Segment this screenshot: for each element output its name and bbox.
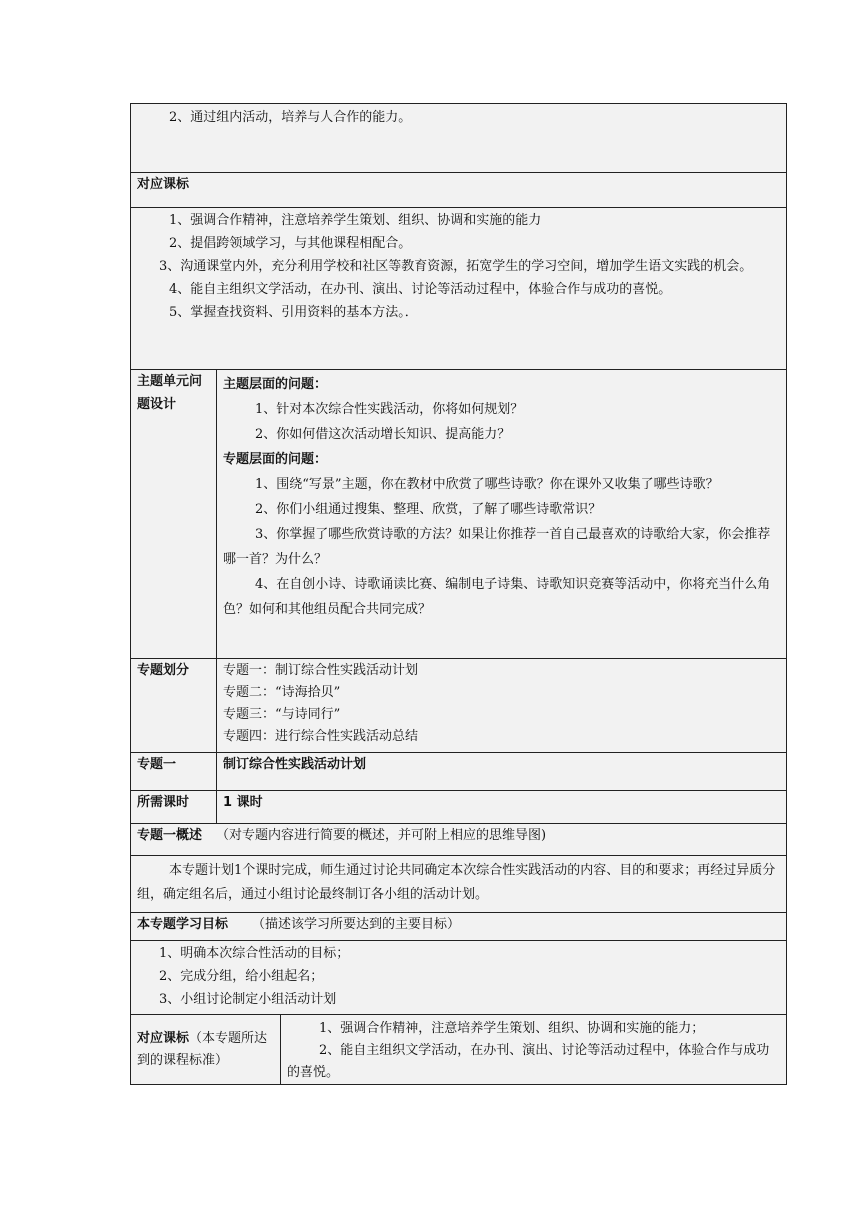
theme-item: 1、针对本次综合性实践活动，你将如何规划？ <box>255 402 524 417</box>
overview-body <box>131 856 787 913</box>
top-row <box>131 104 787 173</box>
standards-item: 5、掌握查找资料、引用资料的基本方法。． <box>169 305 418 320</box>
overview-note: （对专题内容进行简要的概述，并可附上相应的思维导图) <box>216 828 547 843</box>
standards-body <box>131 208 787 370</box>
topic-standards-label-note: （本专题所达到的课程标准） <box>137 1030 268 1068</box>
topic-division-item: 专题一：制订综合性实践活动计划 <box>223 663 419 678</box>
top-row-cell <box>131 104 787 173</box>
topic-one-value: 制订综合性实践活动计划 <box>217 753 787 791</box>
goal-item: 1、明确本次综合性活动的目标； <box>159 946 350 961</box>
goals-label: 本专题学习目标 <box>137 917 229 932</box>
goals-header-row <box>131 913 787 941</box>
overview-body-row <box>131 856 787 913</box>
theme-item: 2、你如何借这次活动增长知识、提高能力？ <box>255 427 511 442</box>
goals-note: （描述该学习所要达到的主要目标） <box>252 917 461 932</box>
standards-body-row <box>131 208 787 370</box>
standards-item: 3、沟通课堂内外，充分利用学校和社区等教育资源，拓宽学生的学习空间，增加学生语文实践的机会。 <box>159 259 753 274</box>
overview-label: 专题一概述 <box>137 828 203 843</box>
overview-header-row <box>131 824 787 856</box>
hours-row <box>131 791 787 824</box>
topic-item: 1、围绕“写景”主题，你在教材中欣赏了哪些诗歌？你在课外又收集了哪些诗歌？ <box>255 477 719 492</box>
document-page <box>130 103 786 1085</box>
goals-header <box>131 913 787 941</box>
topic-division-item: 专题四：进行综合性实践活动总结 <box>223 729 419 744</box>
topic-division-label: 专题划分 <box>131 659 217 753</box>
unit-questions-body <box>217 370 787 659</box>
standards-item: 1、强调合作精神，注意培养学生策划、组织、协调和实施的能力 <box>169 213 542 228</box>
hours-value: 1 课时 <box>217 791 787 824</box>
topic-item: 4、在自创小诗、诗歌诵读比赛、编制电子诗集、诗歌知识竞赛等活动中，你将充当什么角色？如何和其他组员配合共同完成？ <box>223 577 771 617</box>
goal-item: 2、完成分组，给小组起名； <box>159 969 324 984</box>
topic-division-body <box>217 659 787 753</box>
lesson-plan-table <box>130 103 787 1085</box>
topic-standards-item: 1、强调合作精神，注意培养学生策划、组织、协调和实施的能力； <box>319 1021 705 1036</box>
topic-item: 3、你掌握了哪些欣赏诗歌的方法？如果让你推荐一首自己最喜欢的诗歌给大家，你会推荐哪一首？为什么？ <box>223 527 771 567</box>
standards-item: 4、能自主组织文学活动，在办刊、演出、讨论等活动过程中，体验合作与成功的喜悦。 <box>169 282 672 297</box>
unit-questions-row <box>131 370 787 659</box>
topic-division-row <box>131 659 787 753</box>
topic-standards-body <box>281 1015 787 1085</box>
topic-standards-row <box>131 1015 787 1085</box>
topic-standards-item: 2、能自主组织文学活动，在办刊、演出、讨论等活动过程中，体验合作与成功的喜悦。 <box>287 1043 770 1080</box>
topic-one-label: 专题一 <box>131 753 217 791</box>
standards-item: 2、提倡跨领域学习，与其他课程相配合。 <box>169 236 412 251</box>
topic-standards-label: 对应课标 <box>137 1030 190 1046</box>
overview-header <box>131 824 787 856</box>
topic-standards-label-cell <box>131 1015 281 1085</box>
goals-body-row <box>131 941 787 1015</box>
goal-item: 3、小组讨论制定小组活动计划 <box>159 992 337 1007</box>
topic-heading: 专题层面的问题： <box>223 452 328 467</box>
unit-questions-label: 主题单元问题设计 <box>131 370 217 659</box>
top-row-text: 2、通过组内活动，培养与人合作的能力。 <box>169 110 412 125</box>
goals-body <box>131 941 787 1015</box>
theme-heading: 主题层面的问题： <box>223 377 328 392</box>
overview-text: 本专题计划1个课时完成，师生通过讨论共同确定本次综合性实践活动的内容、目的和要求；再经过异质分组，确定组名后，通过小组讨论最终制订各小组的活动计划。 <box>137 863 776 902</box>
topic-item: 2、你们小组通过搜集、整理、欣赏，了解了哪些诗歌常识？ <box>255 502 602 517</box>
topic-division-item: 专题二：“诗海拾贝” <box>223 685 341 700</box>
standards-header-row <box>131 173 787 208</box>
topic-one-row <box>131 753 787 791</box>
topic-division-item: 专题三：“与诗同行” <box>223 707 341 722</box>
standards-header: 对应课标 <box>131 173 787 208</box>
hours-label: 所需课时 <box>131 791 217 824</box>
